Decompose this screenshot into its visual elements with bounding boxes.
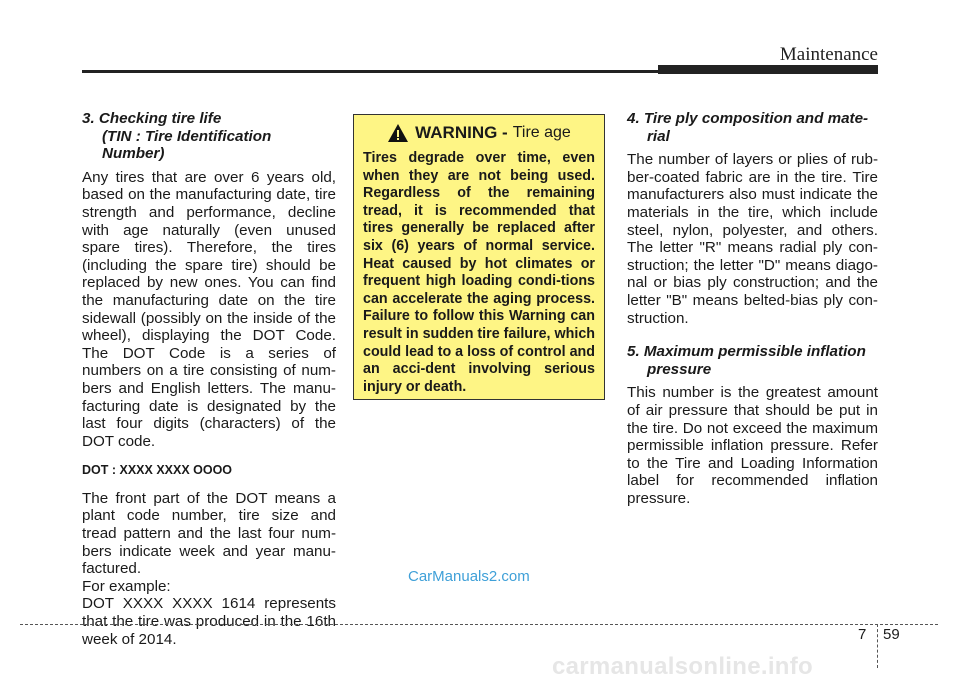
paragraph-max-inflation: This number is the greatest amount of air pressure that should be put in the tire. Do not exceed the maximum permissible inflation pressure. Refer to the Tire and Loading Information label for recommended inflation pressure. — [627, 384, 878, 507]
heading-line: 4. Tire ply composition and mate- — [627, 110, 869, 127]
header-rule — [82, 70, 662, 73]
paragraph-ply-composition: The number of layers or plies of rub-ber-coated fabric are in the tire. Tire manufacturers also must indicate the materials in the tire, which include steel, nylon, polyester, and others. The letter "R" means radial ply con-struction; the letter "D" means diago-nal or bias ply construction; and the letter "B" means belted-bias ply con-struction. — [627, 151, 878, 327]
page-number: 59 — [883, 626, 900, 643]
chapter-number: 7 — [858, 626, 867, 643]
watermark-link[interactable]: CarManuals2.com — [408, 568, 530, 585]
warning-body: Tires degrade over time, even when they are not being used. Regardless of the remaining tread, it is recommended that tires generally be replaced after six (6) years of normal service. Heat caused by hot climates or frequent high loading condi-tions can accelerate the aging process. Failure to follow this Warning can result in sudden tire failure, which could lead to a loss of control and an acci-dent involving serious injury or death. — [363, 150, 595, 395]
heading-checking-tire-life — [82, 110, 336, 163]
example-label: For example: — [82, 577, 171, 595]
heading-line: pressure — [647, 360, 712, 378]
warning-header — [363, 123, 595, 143]
heading-line: 5. Maximum permissible inflation — [627, 343, 866, 361]
heading-ply-composition — [627, 110, 878, 145]
warning-triangle-icon — [387, 123, 409, 143]
warning-box — [353, 114, 605, 400]
example-text: DOT XXXX XXXX 1614 represents that the tire was produced in the 16th week of 2014. — [82, 595, 336, 648]
page-number-divider — [877, 624, 878, 668]
site-watermark: carmanualsonline.info — [552, 653, 814, 680]
paragraph-dot-meaning: The front part of the DOT means a plant code number, tire size and tread pattern and the last four num-bers indicate week and year manu-factured. — [82, 489, 336, 578]
dot-code-format: DOT : XXXX XXXX OOOO — [82, 463, 233, 478]
heading-max-inflation — [627, 343, 878, 378]
footer-divider — [20, 624, 938, 625]
paragraph-tire-age: Any tires that are over 6 years old, based on the manufacturing date, tire strength and performance, decline with age naturally (even unused spare tires). Therefore, the tires (including the spare tire) should be replaced by new ones. You can find the manufacturing date on the tire sidewall (possibly on the inside of the wheel), displaying the DOT Code. The DOT Code is a series of numbers on a tire consisting of num-bers and English letters. The manu-facturing date is designated by the last four digits (characters) of the DOT code. — [82, 168, 336, 450]
heading-line: 3. Checking tire life — [82, 110, 222, 127]
heading-line: Number) — [102, 145, 165, 163]
warning-subtitle: Tire age — [512, 124, 571, 141]
header-rule-thick — [658, 65, 878, 74]
column-left — [82, 110, 336, 648]
section-title: Maintenance — [779, 44, 878, 65]
column-right — [627, 110, 878, 507]
heading-line: rial — [647, 127, 670, 145]
heading-line: (TIN : Tire Identification — [102, 127, 272, 145]
warning-title: WARNING - — [415, 123, 508, 142]
